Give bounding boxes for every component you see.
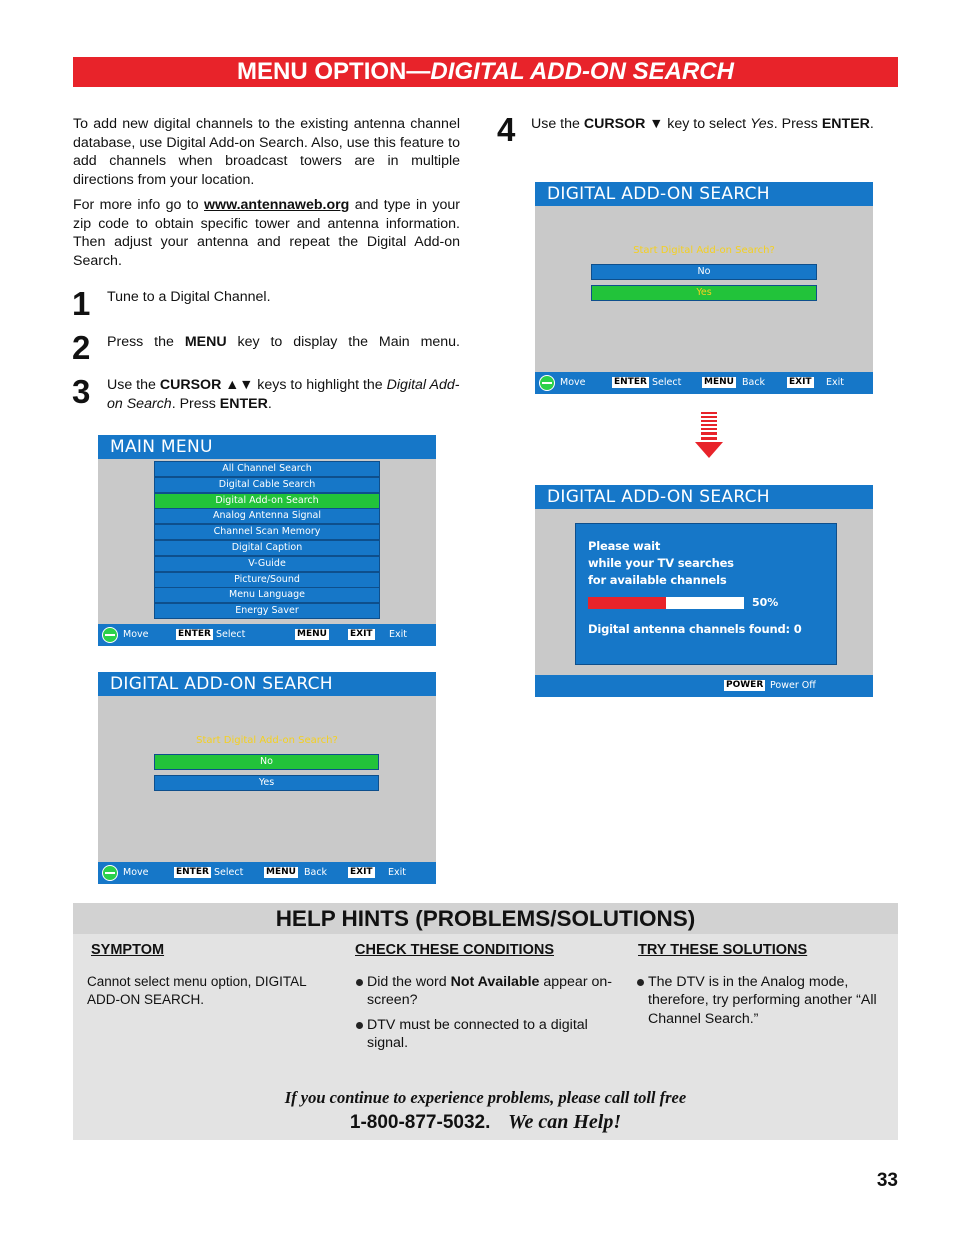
progress-percent: 50% — [752, 596, 779, 609]
main-menu-item[interactable]: Digital Cable Search — [154, 477, 380, 493]
main-menu-item[interactable]: Analog Antenna Signal — [154, 508, 380, 524]
condition-1-pre: Did the word — [367, 974, 451, 990]
step-2-text — [107, 333, 460, 352]
footer-exit: Exit — [388, 867, 406, 878]
progress-bar — [588, 597, 744, 609]
enter-key: ENTER — [178, 629, 211, 639]
step-4-post: . Press — [773, 116, 822, 132]
enter-key: ENTER — [176, 867, 209, 877]
step-3-end: . — [267, 396, 272, 412]
wait-line-2: while your TV searches — [588, 556, 734, 570]
step-3-italic: Digital Add-on Search — [107, 377, 460, 412]
footer-power-off: Power Off — [770, 680, 816, 691]
solutions-heading: TRY THESE SOLUTIONS — [638, 942, 808, 958]
conditions-heading: CHECK THESE CONDITIONS — [355, 942, 554, 958]
menu-key: MENU — [297, 629, 327, 639]
condition-2: DTV must be connected to a digital signal. — [367, 1017, 588, 1052]
exit-key: EXIT — [350, 867, 373, 877]
option-yes[interactable]: Yes — [591, 285, 817, 301]
page-number: 33 — [876, 1170, 898, 1191]
step-4-italic: Yes — [750, 116, 774, 132]
step-1-text: Tune to a Digital Channel. — [107, 289, 271, 305]
footer-move: Move — [123, 629, 149, 640]
search-progress-footer — [535, 675, 873, 697]
main-menu-footer — [98, 624, 436, 646]
bullet-icon — [356, 979, 363, 986]
step-4-number: 4 — [497, 111, 516, 148]
step-3-pre: Use the — [107, 377, 160, 393]
exit-key: EXIT — [350, 629, 373, 639]
wait-line-3: for available channels — [588, 573, 727, 587]
step-4-bold2: ENTER — [821, 116, 870, 132]
help-phone-line — [73, 1111, 898, 1134]
progress-fill — [588, 597, 666, 609]
intro-p2-pre: For more info go to — [73, 197, 205, 213]
main-menu-item[interactable]: V-Guide — [154, 556, 380, 572]
power-key: POWER — [726, 680, 764, 690]
intro-paragraph-2 — [73, 196, 460, 270]
down-arrow-icon — [694, 412, 724, 460]
search-yes-screen — [535, 182, 873, 394]
step-3-mid: keys to highlight the — [253, 377, 387, 393]
footer-back: Back — [742, 377, 766, 388]
step-4-bold: CURSOR ▼ — [583, 116, 664, 132]
footer-exit: Exit — [826, 377, 844, 388]
move-icon — [102, 865, 118, 881]
menu-key: MENU — [266, 867, 296, 877]
step-3-number: 3 — [72, 373, 91, 410]
channels-found: Digital antenna channels found: 0 — [588, 622, 802, 636]
search-no-prompt: Start Digital Add-on Search? — [196, 735, 338, 746]
option-no[interactable]: No — [154, 754, 379, 770]
step-1-number: 1 — [72, 285, 91, 322]
search-yes-prompt: Start Digital Add-on Search? — [633, 245, 775, 256]
search-no-footer — [98, 862, 436, 884]
main-menu-item[interactable]: Picture/Sound — [154, 572, 380, 588]
symptom-text: Cannot select menu option, DIGITAL ADD-ON SEARCH. — [87, 974, 307, 1007]
main-menu-screen — [98, 435, 436, 646]
main-menu-item[interactable]: Energy Saver — [154, 603, 380, 619]
condition-1 — [367, 973, 617, 1010]
progress-panel — [575, 523, 837, 665]
step-4-mid: key to select — [663, 116, 751, 132]
main-menu-item[interactable]: All Channel Search — [154, 461, 380, 477]
search-progress-title: DIGITAL ADD-ON SEARCH — [535, 485, 873, 509]
symptom-heading: SYMPTOM — [91, 942, 165, 958]
step-4-pre: Use the — [531, 116, 584, 132]
footer-select: Select — [652, 377, 682, 388]
search-yes-footer — [535, 372, 873, 394]
footer-select: Select — [216, 629, 246, 640]
main-menu-item[interactable]: Digital Caption — [154, 540, 380, 556]
step-4-text — [531, 115, 883, 134]
condition-1-post: appear on-screen? — [367, 974, 612, 1009]
antennaweb-link[interactable]: www.antennaweb.org — [204, 197, 350, 213]
bullet-icon — [356, 1022, 363, 1029]
title-italic: DIGITAL ADD-ON SEARCH — [430, 58, 734, 85]
bullet-icon — [637, 979, 644, 986]
option-yes[interactable]: Yes — [154, 775, 379, 791]
wait-line-1: Please wait — [588, 539, 661, 553]
exit-key: EXIT — [789, 377, 812, 387]
intro-paragraph-1: To add new digital channels to the existing antenna channel database, use Digital Add-on Search. Also, use this feature to add channels when broadcast towers are in multiple directions from your location. — [73, 116, 460, 188]
main-menu-item[interactable]: Menu Language — [154, 587, 380, 603]
step-2-post: key to display the Main menu. — [226, 334, 460, 350]
footer-move: Move — [123, 867, 149, 878]
enter-key: ENTER — [614, 377, 647, 387]
footer-select: Select — [214, 867, 244, 878]
footer-exit: Exit — [389, 629, 407, 640]
page-title — [73, 57, 898, 87]
step-4-end: . — [869, 116, 874, 132]
search-yes-title: DIGITAL ADD-ON SEARCH — [535, 182, 873, 206]
we-can-help: We can Help! — [508, 1111, 622, 1133]
footer-back: Back — [304, 867, 328, 878]
step-3-bold2: ENTER — [219, 396, 268, 412]
step-2-pre: Press the — [107, 334, 185, 350]
menu-key: MENU — [704, 377, 734, 387]
main-menu-title: MAIN MENU — [98, 435, 436, 459]
title-prefix: MENU OPTION— — [237, 58, 431, 85]
search-progress-screen — [535, 485, 873, 697]
solution-text: The DTV is in the Analog mode, therefore, try performing another “All Channel Search.” — [648, 974, 877, 1027]
move-icon — [102, 627, 118, 643]
footer-move: Move — [560, 377, 586, 388]
help-hints-heading: HELP HINTS (PROBLEMS/SOLUTIONS) — [73, 903, 898, 934]
help-footer-line: If you continue to experience problems, please call toll free — [284, 1088, 687, 1107]
main-menu-item[interactable]: Digital Add-on Search — [154, 493, 380, 509]
main-menu-item[interactable]: Channel Scan Memory — [154, 524, 380, 540]
phone-number: 1-800-877-5032. — [349, 1112, 491, 1133]
step-3-post: . Press — [171, 396, 220, 412]
intro-p2-post: and type in your zip code to obtain specific tower and antenna information. Then adjust your antenna and repeat the Digital Add-on Search. — [73, 197, 460, 269]
search-no-screen — [98, 672, 436, 884]
search-no-title: DIGITAL ADD-ON SEARCH — [98, 672, 436, 696]
condition-1-bold: Not Available — [450, 974, 540, 990]
step-3-text — [107, 376, 461, 414]
option-no[interactable]: No — [591, 264, 817, 280]
step-2-bold: MENU — [184, 334, 227, 350]
step-3-bold: CURSOR ▲▼ — [159, 377, 254, 393]
move-icon — [539, 375, 555, 391]
step-2-number: 2 — [72, 329, 91, 366]
